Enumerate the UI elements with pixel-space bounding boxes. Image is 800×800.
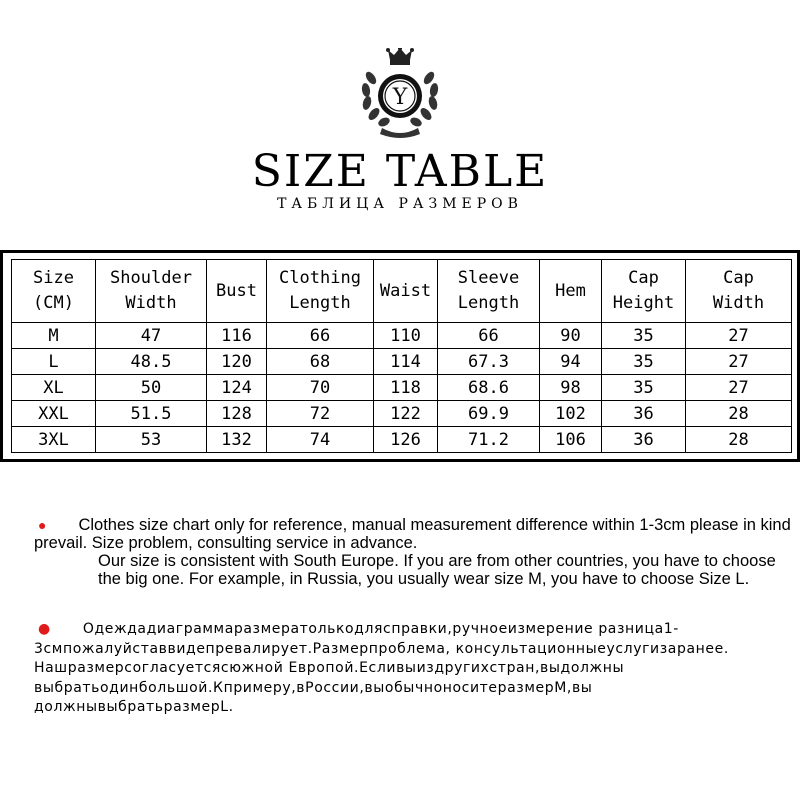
logo-letter: Y <box>392 85 408 110</box>
table-cell: 48.5 <box>96 349 207 375</box>
table-cell: 128 <box>207 401 267 427</box>
table-cell: 27 <box>686 349 792 375</box>
table-cell: 27 <box>686 375 792 401</box>
crown-monogram-logo <box>358 48 442 138</box>
header-waist: Waist <box>374 260 438 323</box>
table-cell: 51.5 <box>96 401 207 427</box>
page-subtitle: ТАБЛИЦА РАЗМЕРОВ <box>277 196 523 212</box>
table-cell: 114 <box>374 349 438 375</box>
table-cell: 28 <box>686 401 792 427</box>
table-cell: 68.6 <box>438 375 540 401</box>
table-cell: 74 <box>267 427 374 453</box>
header-clothing-length: Clothing Length <box>267 260 374 323</box>
notes-english <box>34 516 794 588</box>
table-cell: 36 <box>602 427 686 453</box>
header-size: Size (CM) <box>12 260 96 323</box>
table-cell: 70 <box>267 375 374 401</box>
header-shoulder-width: Shoulder Width <box>96 260 207 323</box>
table-header-row <box>12 260 792 323</box>
table-cell: 124 <box>207 375 267 401</box>
table-row <box>12 349 792 375</box>
note-en-1-text: Clothes size chart only for reference, manual measurement difference within 1-3cm please in kind prevail. Size problem, consulting service in advance. <box>34 516 791 552</box>
table-cell: 106 <box>540 427 602 453</box>
table-cell: 53 <box>96 427 207 453</box>
table-cell: 116 <box>207 323 267 349</box>
table-cell: M <box>12 323 96 349</box>
table-cell: 36 <box>602 401 686 427</box>
table-cell: 72 <box>267 401 374 427</box>
notes-russian <box>34 620 794 718</box>
table-cell: 120 <box>207 349 267 375</box>
table-cell: 71.2 <box>438 427 540 453</box>
table-cell: 27 <box>686 323 792 349</box>
table-cell: 69.9 <box>438 401 540 427</box>
table-row <box>12 375 792 401</box>
header-hem: Hem <box>540 260 602 323</box>
table-cell: 66 <box>438 323 540 349</box>
table-cell: 35 <box>602 349 686 375</box>
table-cell: 3XL <box>12 427 96 453</box>
header-cap-width: Cap Width <box>686 260 792 323</box>
note-ru-1-text: Одеждадиаграммаразмератолькодляcправки,ручноеизмерение разница1-3смпожалуйставвидепревалирует.Размерпроблема, консультационныеуслугизаранее. <box>34 621 729 657</box>
table-cell: 102 <box>540 401 602 427</box>
note-ru-2: Нашразмерсогласуетсясюжной Европой.Есливыиздругихстран,выдолжны выбратьодинбольшой.Кпримеру,вРоссии,выобычноноситеразмерM,вы должнывыбратьразмерL. <box>34 660 625 715</box>
note-en-1 <box>34 516 794 552</box>
table-row <box>12 401 792 427</box>
header-cap-height: Cap Height <box>602 260 686 323</box>
table-cell: 47 <box>96 323 207 349</box>
table-cell: 126 <box>374 427 438 453</box>
table-cell: 118 <box>374 375 438 401</box>
table-cell: 35 <box>602 375 686 401</box>
note-ru-1 <box>34 620 794 659</box>
table-cell: 122 <box>374 401 438 427</box>
table-cell: 68 <box>267 349 374 375</box>
table-row <box>12 427 792 453</box>
table-cell: XXL <box>12 401 96 427</box>
table-cell: 98 <box>540 375 602 401</box>
table-row <box>12 323 792 349</box>
table-cell: L <box>12 349 96 375</box>
table-cell: 94 <box>540 349 602 375</box>
size-table-frame <box>0 250 800 462</box>
table-cell: 35 <box>602 323 686 349</box>
table-cell: XL <box>12 375 96 401</box>
header-sleeve-length: Sleeve Length <box>438 260 540 323</box>
table-cell: 110 <box>374 323 438 349</box>
table-cell: 50 <box>96 375 207 401</box>
note-en-2: Our size is consistent with South Europe. If you are from other countries, you have to choose the big one. For example, in Russia, you usually wear size M, you have to choose Size L. <box>98 552 776 588</box>
header-bust: Bust <box>207 260 267 323</box>
page-title: SIZE TABLE <box>251 146 549 197</box>
table-cell: 28 <box>686 427 792 453</box>
bullet-icon: ● <box>38 621 51 637</box>
size-table <box>11 259 792 453</box>
table-cell: 132 <box>207 427 267 453</box>
table-cell: 67.3 <box>438 349 540 375</box>
table-cell: 90 <box>540 323 602 349</box>
table-cell: 66 <box>267 323 374 349</box>
bullet-icon: ● <box>38 517 47 533</box>
